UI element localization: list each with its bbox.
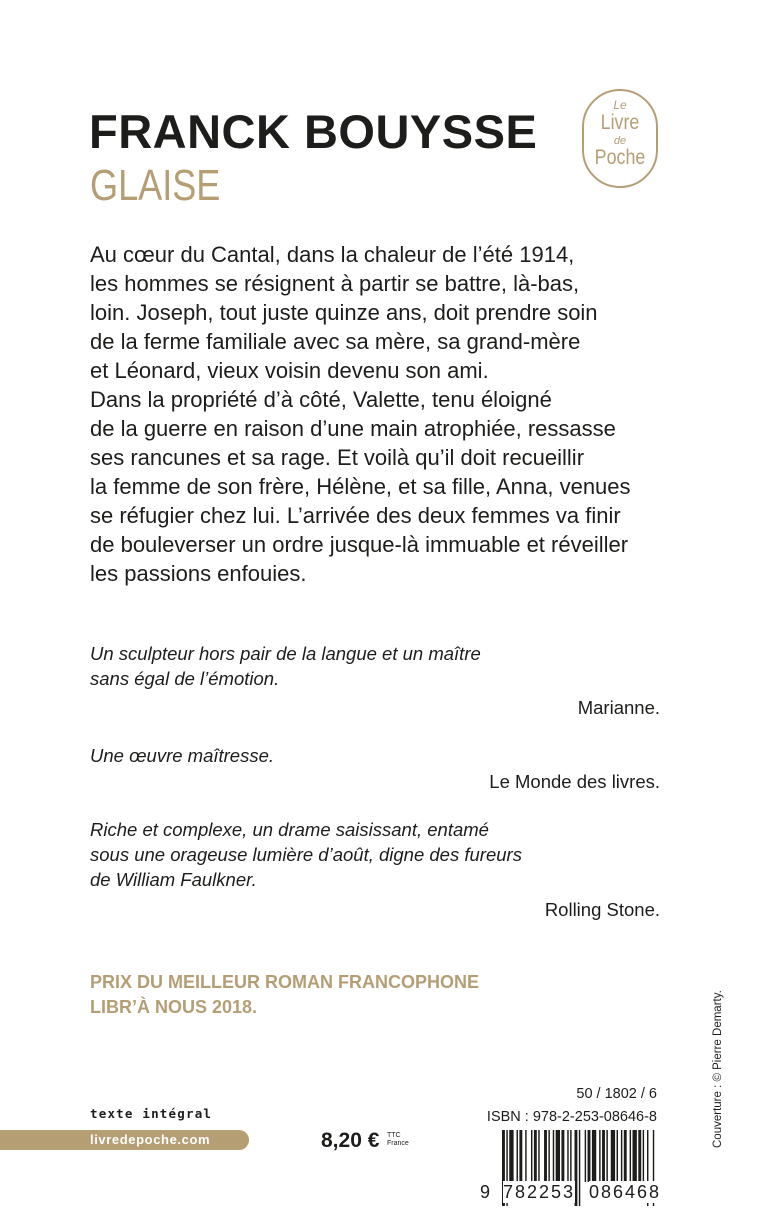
barcode-bar [534,1130,537,1182]
barcode-digits-left: 782253 [503,1182,576,1202]
barcode-bar [538,1130,539,1182]
barcode-bar [643,1130,644,1182]
publisher-logo: Le Livre de Poche [582,89,658,188]
book-title: GLAISE [90,161,221,210]
barcode-digits-right: 086468 [589,1182,662,1202]
barcode-bar [567,1130,568,1182]
blurb-line: de la ferme familiale avec sa mère, sa grand-mère [90,329,581,354]
author-name: FRANCK BOUYSSE [89,105,538,158]
barcode-bar [579,1130,580,1206]
barcode-bar [599,1130,600,1182]
website-link[interactable]: livredepoche.com [90,1132,211,1147]
barcode-bar [561,1130,564,1182]
barcode-bar [570,1130,571,1182]
review-quote: Un sculpteur hors pair de la langue et un maître sans égal de l’émotion. [90,643,481,689]
barcode-digit-first: 9 [480,1182,491,1202]
barcode-bar [633,1130,637,1182]
review-source: Le Monde des livres. [489,771,660,792]
barcode-bar [585,1130,586,1182]
barcode-bar [556,1130,560,1182]
barcode-bar [630,1130,631,1182]
barcode-bar [519,1130,522,1182]
blurb-line: loin. Joseph, tout juste quinze ans, doit prendre soin [90,300,598,325]
barcode-bar [602,1130,605,1182]
prize-mention: PRIX DU MEILLEUR ROMAN FRANCOPHONE LIBR’À NOUS 2018. [90,972,480,1017]
barcode-bar [517,1130,518,1182]
cover-credit: Couverture : © Pierre Demarty. [712,990,724,1148]
blurb-line: ses rancunes et sa rage. Et voilà qu’il doit recueillir [90,445,585,470]
blurb-line: la femme de son frère, Hélène, et sa fille, Anna, venues [90,474,631,499]
barcode-bar [553,1130,554,1182]
review-quote: Une œuvre maîtresse. [90,745,275,766]
blurb-line: et Léonard, vieux voisin devenu son ami. [90,358,489,383]
barcode-bar [544,1130,547,1182]
texte-integral-label: texte intégral [90,1106,213,1121]
price: 8,20 € [321,1129,380,1152]
barcode-bar [638,1130,641,1182]
barcode-bar [548,1130,549,1182]
barcode-bar [621,1130,622,1182]
edition-code: 50 / 1802 / 6 [576,1086,657,1102]
barcode-bar [624,1130,627,1182]
blurb-line: se réfugier chez lui. L’arrivée des deux femmes va finir [90,503,621,528]
review-source: Marianne. [577,697,660,718]
barcode-bar [592,1130,596,1182]
barcode-bar [509,1130,513,1182]
review-source: Rolling Stone. [544,899,660,920]
barcode-bar [531,1130,532,1182]
barcode-bar [588,1130,591,1182]
blurb-line: de bouleverser un ordre jusque-là immuable et réveiller [90,532,629,557]
blurb-text [90,240,690,588]
barcode-bar [617,1130,618,1182]
barcode-bar [611,1130,615,1182]
review-quote: Riche et complexe, un drame saisissant, entamé sous une orageuse lumière d’août, digne des fureurs de William Faulkner. [90,819,522,890]
isbn: ISBN : 978-2-253-08646-8 [486,1109,657,1125]
blurb-line: les passions enfouies. [90,561,307,586]
barcode-bar [606,1130,607,1182]
price-note: TTC France [387,1132,409,1147]
blurb-line: Au cœur du Cantal, dans la chaleur de l’été 1914, [90,242,575,267]
blurb-line: Dans la propriété d’à côté, Valette, tenu éloigné [90,387,552,412]
blurb-line: de la guerre en raison d’une main atrophiée, ressasse [90,416,616,441]
blurb-line: les hommes se résignent à partir se battre, là-bas, [90,271,580,296]
barcode-bar [525,1130,526,1182]
